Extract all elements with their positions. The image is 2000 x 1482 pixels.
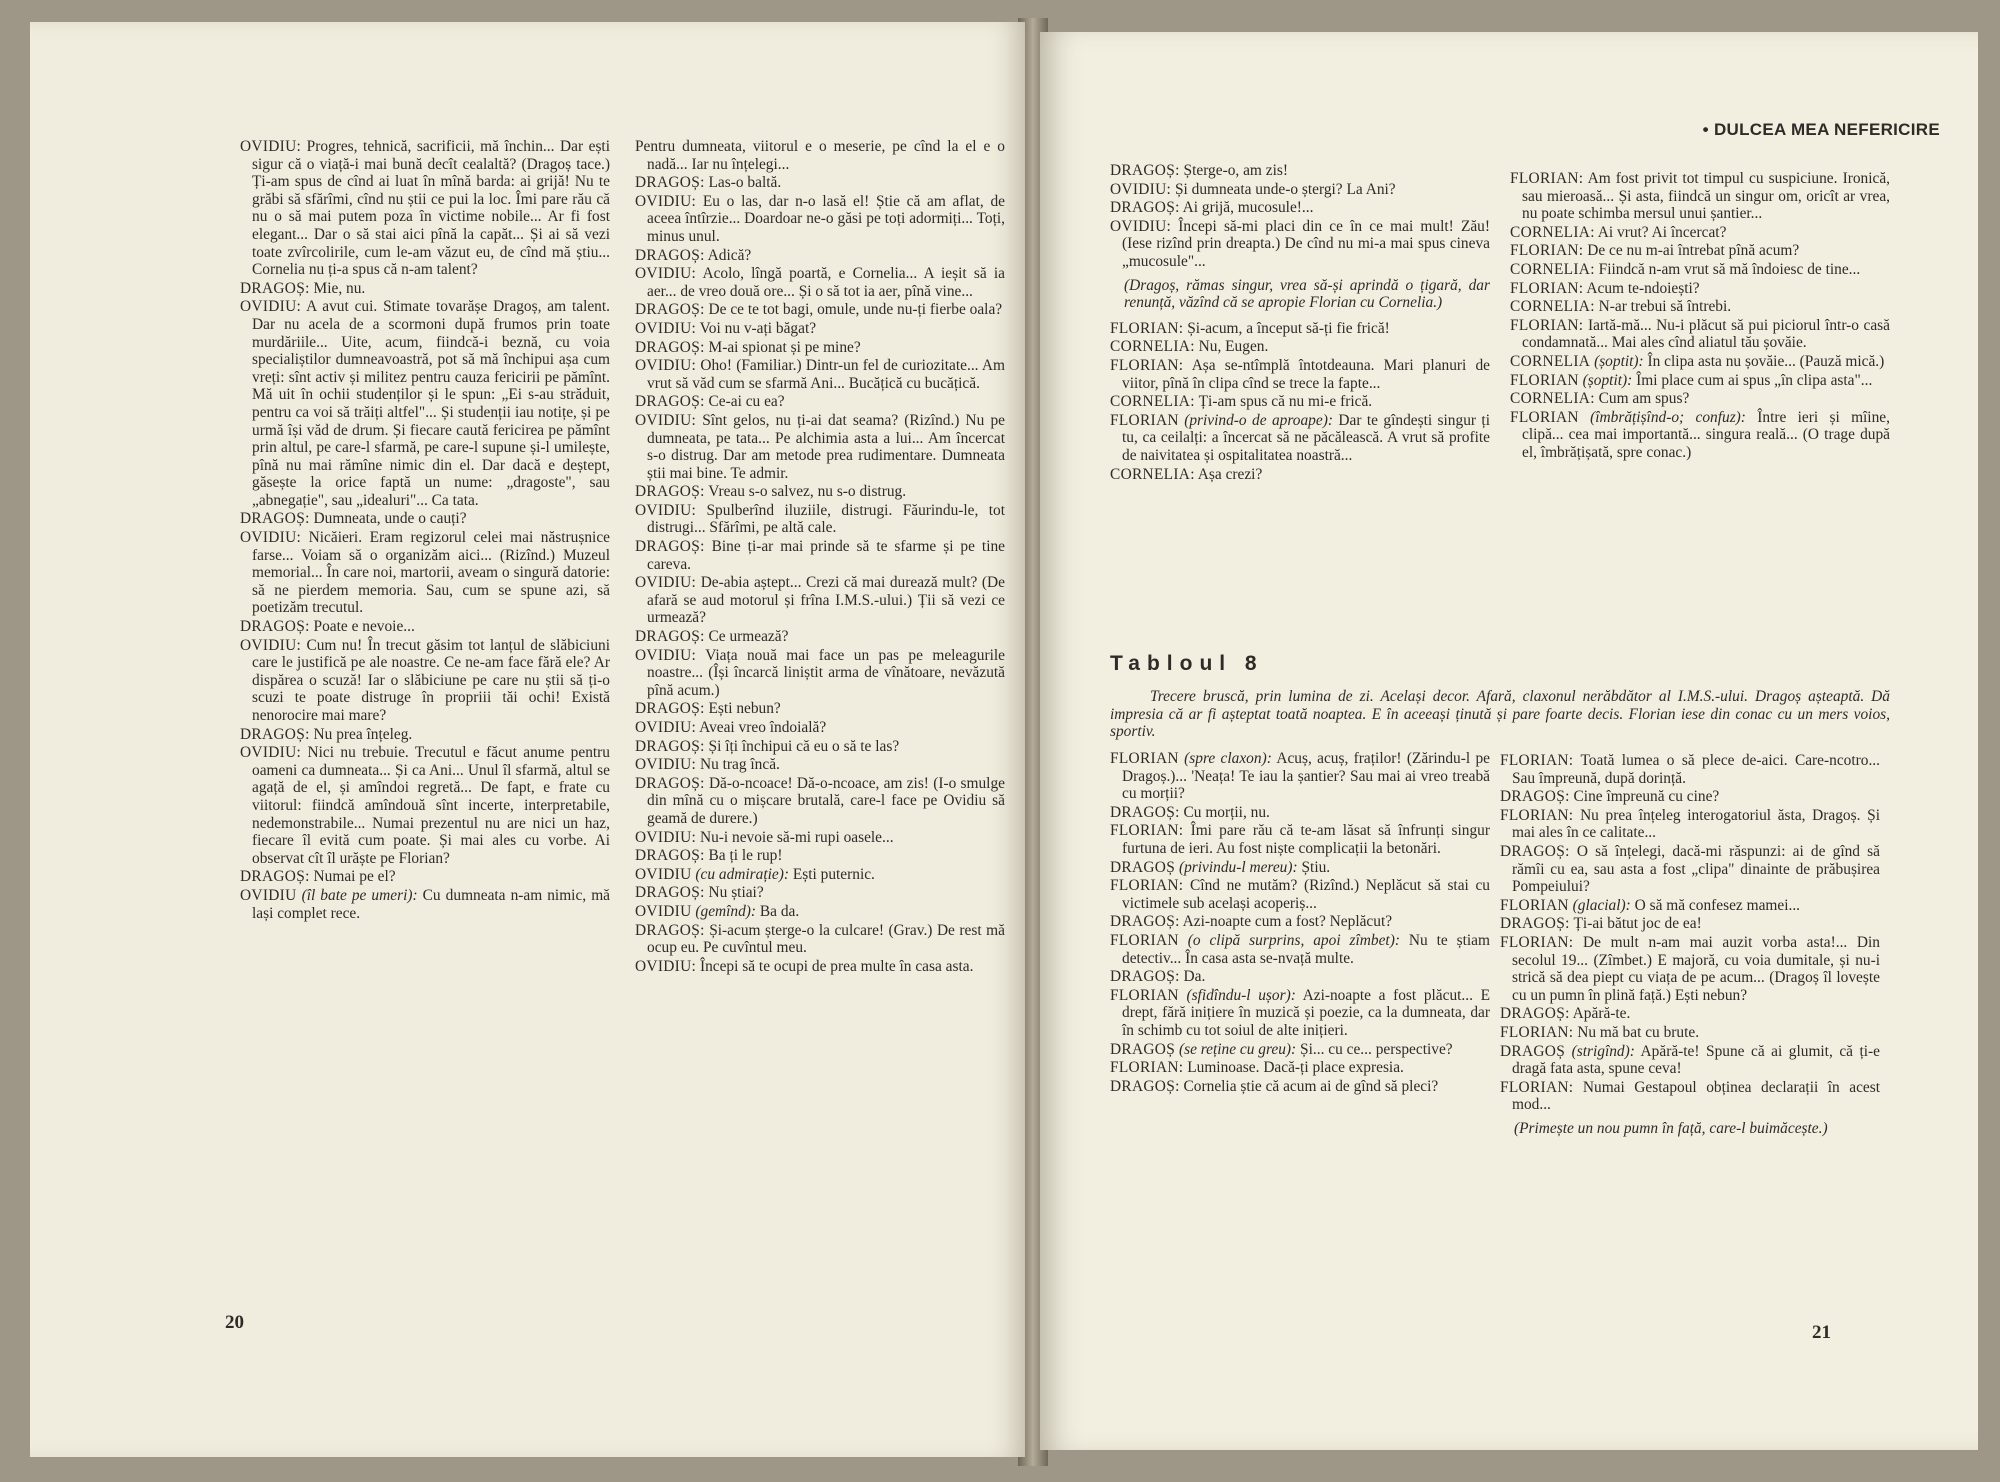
- speaker-name: DRAGOȘ:: [240, 618, 310, 636]
- dialogue-text: Cum am spus?: [1598, 390, 1690, 408]
- dialogue-line: [1110, 822, 1490, 857]
- speaker-name: DRAGOȘ:: [1110, 913, 1180, 931]
- speaker-name: OVIDIU:: [635, 265, 697, 283]
- speaker-name: FLORIAN: [1110, 986, 1179, 1004]
- dialogue-line: [635, 903, 1005, 921]
- speaker-name: DRAGOȘ:: [635, 538, 705, 556]
- dialogue-line: [1500, 788, 1880, 806]
- dialogue-line: [1110, 859, 1490, 877]
- dialogue-text: Luminoase. Dacă-ți place expresia.: [1187, 1059, 1404, 1077]
- speaker-name: DRAGOȘ:: [240, 868, 310, 886]
- dialogue-text: Las-o baltă.: [708, 174, 782, 192]
- speaker-name: DRAGOȘ: [1110, 858, 1176, 876]
- dialogue-line: [635, 339, 1005, 357]
- dialogue-line: [1500, 1005, 1880, 1023]
- speaker-direction: (privind-o de aproape):: [1184, 411, 1333, 429]
- dialogue-line: [1110, 199, 1490, 217]
- speaker-name: DRAGOȘ:: [1110, 199, 1180, 217]
- dialogue-line: [240, 726, 610, 744]
- speaker-name: FLORIAN:: [1510, 316, 1584, 334]
- dialogue-text: Cine împreună cu cine?: [1573, 788, 1720, 806]
- dialogue-line: [1110, 320, 1490, 338]
- dialogue-text: Ai vrut? Ai încercat?: [1597, 223, 1727, 241]
- speaker-direction: (gemînd):: [695, 902, 757, 920]
- speaker-name: DRAGOȘ:: [1110, 803, 1180, 821]
- dialogue-text: Îmi pare rău că te-am lăsat să înfrunți singur furtuna de ieri. Au fost niște complicații la betonări.: [1122, 822, 1490, 857]
- dialogue-line: [635, 700, 1005, 718]
- speaker-name: FLORIAN: [1110, 931, 1179, 949]
- dialogue-text: Nu prea înțeleg interogatoriul ăsta, Dragoș. Și mai ales în ce calitate...: [1512, 806, 1880, 842]
- dialogue-line: [1110, 393, 1490, 411]
- dialogue-line: [240, 618, 610, 636]
- stage-direction: (Primește un nou pumn în față, care-l buimăcește.): [1514, 1119, 1828, 1137]
- dialogue-line: [1110, 987, 1490, 1040]
- dialogue-line: [240, 868, 610, 886]
- dialogue-line: [635, 922, 1005, 957]
- dialogue-line: [635, 628, 1005, 646]
- dialogue-text: Toată lumea o să plece de-aici. Care-ncotro... Sau împreună, după dorință.: [1512, 752, 1880, 787]
- dialogue-text: Eu o las, dar n-o lasă el! Știe că am aflat, de aceea întîrzie... Doardoar ne-o găsi pe toți adormiți... Toți, minus unul.: [647, 192, 1005, 245]
- dialogue-line: [1510, 353, 1890, 371]
- speaker-name: OVIDIU:: [635, 411, 697, 429]
- dialogue-line: [1110, 750, 1490, 803]
- speaker-name: FLORIAN:: [1110, 356, 1184, 374]
- dialogue-text: Nu-i nevoie să-mi rupi oasele...: [699, 828, 894, 846]
- speaker-name: FLORIAN:: [1500, 1023, 1574, 1041]
- dialogue-line: [635, 538, 1005, 573]
- speaker-name: FLORIAN: [1510, 371, 1579, 389]
- dialogue-line: [635, 647, 1005, 700]
- speaker-direction: (îl bate pe umeri):: [301, 886, 418, 904]
- dialogue-line: [1110, 181, 1490, 199]
- speaker-name: DRAGOȘ:: [1500, 788, 1570, 806]
- dialogue-line: [1510, 372, 1890, 390]
- dialogue-text: Progres, tehnică, sacrificii, mă închin... Dar ești sigur că o viață-i mai bună decît cealaltă? (Dragoș tace.) Ți-am spus de cînd ai luat în mînă barda: ai grijă! Nu te grăbi să sfărîmi, cînd nu știi ce pui la loc. Îmi pare rău că nu o să mai putem poza în victime nobile... Ar fi fost elegant... Dar o să stai aici pînă la capăt... Și ai să vezi toate zvîrcolirile, cum le-am văzut eu, de cînd mă știu... Cornelia nu ți-a spus că n-am talent?: [252, 138, 610, 279]
- dialogue-text: Acuș, acuș, fraților! (Zărindu-l pe Dragoș.)... 'Neața! Te iau la șantier? Sau mai ai vreo treabă cu morții?: [1122, 750, 1490, 803]
- dialogue-text: Fiindcă n-am vrut să mă îndoiesc de tine...: [1598, 260, 1861, 278]
- dialogue-line: [1500, 843, 1880, 896]
- speaker-name: FLORIAN: [1500, 896, 1569, 914]
- dialogue-line: [635, 574, 1005, 627]
- speaker-direction: (cu admirație):: [695, 865, 789, 883]
- speaker-name: OVIDIU:: [635, 319, 697, 337]
- dialogue-line: [1500, 752, 1880, 787]
- dialogue-text: Și-acum șterge-o la culcare! (Grav.) De rest mă ocup eu. Pe cuvîntul meu.: [647, 921, 1005, 957]
- speaker-name: DRAGOȘ:: [1110, 162, 1180, 179]
- speaker-direction: (se reține cu greu):: [1178, 1040, 1297, 1058]
- speaker-name: DRAGOȘ:: [1110, 968, 1180, 986]
- speaker-name: DRAGOȘ: [1500, 1042, 1566, 1060]
- speaker-name: DRAGOȘ:: [240, 279, 310, 297]
- speaker-name: OVIDIU: [635, 865, 692, 883]
- speaker-name: OVIDIU:: [635, 501, 697, 519]
- dialogue-text: Începi să te ocupi de prea multe în casa asta.: [699, 957, 974, 975]
- dialogue-text: Azi-noapte cum a fost? Neplăcut?: [1182, 913, 1393, 931]
- speaker-name: CORNELIA: [1510, 352, 1591, 370]
- speaker-name: FLORIAN:: [1110, 822, 1184, 840]
- dialogue-text: Apără-te! Spune că ai glumit, că ți-e dragă fata asta, spune ceva!: [1512, 1042, 1880, 1078]
- speaker-name: OVIDIU:: [1110, 217, 1172, 235]
- dialogue-line: [1110, 412, 1490, 465]
- speaker-name: OVIDIU:: [635, 957, 697, 975]
- dialogue-line: [635, 502, 1005, 537]
- dialogue-line: [635, 958, 1005, 976]
- speaker-direction: (strigînd):: [1571, 1042, 1635, 1060]
- speaker-name: FLORIAN:: [1510, 242, 1584, 260]
- dialogue-text: O să înțelegi, dacă-mi răspunzi: ai de gînd să rămîi cu ea, sau asta a fost „clipa" dinainte de prăbușirea Pompeiului?: [1512, 842, 1880, 896]
- speaker-name: DRAGOȘ:: [635, 628, 705, 646]
- speaker-name: FLORIAN:: [1510, 279, 1584, 297]
- speaker-name: DRAGOȘ:: [240, 725, 310, 743]
- dialogue-line: [635, 247, 1005, 265]
- speaker-name: DRAGOȘ:: [635, 483, 705, 501]
- dialogue-line: [635, 483, 1005, 501]
- left-column-2: [635, 138, 1005, 976]
- dialogue-line: [635, 847, 1005, 865]
- dialogue-text: Nu te știam detectiv... În casa asta se-nvață multe.: [1122, 931, 1490, 967]
- dialogue-text: Nicăieri. Eram regizorul celei mai năstrușnice farse... Voiam să o organizăm aici... (Rizînd.) Muzeul memorial... În care noi, martorii, aveam o singură datorie: să ne pierdem memoria. Sau, cum se spune azi, să poetizăm trecutul.: [252, 529, 610, 617]
- dialogue-text: Azi-noapte a fost plăcut... E drept, fără inițiere în muzică și poezie, ca la dumneata, dar în schimb cu tot soiul de alte inițieri.: [1122, 986, 1491, 1039]
- speaker-name: OVIDIU:: [240, 744, 302, 762]
- dialogue-text: Ți-ai bătut joc de ea!: [1573, 915, 1702, 933]
- speaker-name: DRAGOȘ: [1110, 1040, 1176, 1058]
- dialogue-line: [1510, 317, 1890, 352]
- page-number-left: 20: [225, 1312, 244, 1333]
- right-page: [1040, 32, 1978, 1450]
- speaker-name: DRAGOȘ:: [635, 338, 705, 356]
- dialogue-line: [240, 744, 610, 867]
- dialogue-line: [1500, 934, 1880, 1004]
- dialogue-line: [1500, 1043, 1880, 1078]
- right-column-3: [1110, 750, 1490, 1096]
- dialogue-line: [635, 193, 1005, 246]
- dialogue-line: [635, 738, 1005, 756]
- dialogue-text: Ești puternic.: [792, 865, 875, 883]
- dialogue-line: [1110, 1078, 1490, 1096]
- dialogue-text: Cornelia știe că acum ai de gînd să pleci?: [1183, 1077, 1439, 1095]
- dialogue-text: Cînd ne mutăm? (Rizînd.) Neplăcut să stai cu victimele sub același acoperiș...: [1122, 877, 1490, 912]
- dialogue-text: Ce urmează?: [708, 628, 789, 646]
- speaker-name: DRAGOȘ:: [635, 393, 705, 411]
- dialogue-text: Sînt gelos, nu ți-ai dat seama? (Rizînd.) Nu pe dumneata, pe tata... Pe alchimia asta a lui... Am încercat s-o distrug. Dar am metode prea rudimentare. Dumneata știi mai bine. Te admir.: [647, 411, 1005, 482]
- speaker-name: FLORIAN:: [1500, 1078, 1574, 1096]
- dialogue-text: Pentru dumneata, viitorul e o meserie, pe cînd la el e o nadă... Iar nu înțelegi...: [635, 138, 1005, 173]
- left-page: [30, 22, 1025, 1457]
- dialogue-line: [1510, 280, 1890, 298]
- tableau-title: Tabloul 8: [1110, 652, 1264, 675]
- dialogue-line: [635, 775, 1005, 828]
- dialogue-line: [1110, 218, 1490, 271]
- dialogue-text: De-abia aștept... Crezi că mai durează mult? (De afară se aud motorul și frîna I.M.S.-ului.) Ții să vezi ce urmează?: [647, 574, 1005, 627]
- dialogue-text: Bine ți-ar mai prinde să te sfarme și pe tine careva.: [647, 538, 1005, 573]
- dialogue-text: Am fost privit tot timpul cu suspiciune. Ironică, sau mieroasă... Și asta, fiindcă un singur om, oricît ar vrea, nu poate schimba mersul unui șantier...: [1522, 170, 1890, 223]
- speaker-direction: (șoptit):: [1594, 352, 1644, 370]
- speaker-name: CORNELIA:: [1510, 260, 1595, 278]
- dialogue-text: Aveai vreo îndoială?: [699, 719, 827, 736]
- dialogue-text: Dumneata, unde o cauți?: [313, 510, 467, 528]
- dialogue-line: [1110, 338, 1490, 356]
- dialogue-text: O să mă confesez mamei...: [1634, 896, 1801, 914]
- speaker-name: CORNELIA:: [1510, 223, 1595, 241]
- dialogue-text: Apără-te.: [1572, 1005, 1631, 1023]
- speaker-name: FLORIAN:: [1110, 319, 1184, 337]
- dialogue-line: [635, 357, 1005, 392]
- dialogue-text: Și... cu ce... perspective?: [1300, 1040, 1453, 1058]
- dialogue-text: Îmi place cum ai spus „în clipa asta"...: [1636, 371, 1873, 389]
- right-column-2: [1510, 170, 1890, 463]
- speaker-name: FLORIAN:: [1500, 933, 1574, 951]
- dialogue-text: Și dumneata unde-o ștergi? La Ani?: [1174, 180, 1396, 198]
- dialogue-text: Și îți închipui că eu o să te las?: [708, 737, 900, 755]
- tableau-stage-direction: Trecere bruscă, prin lumina de zi. Același decor. Afară, claxonul nerăbdător al I.M.S.-ului. Dragoș așteaptă. Dă impresia că ar fi așteptat toată noaptea. E în aceeași ținută și pare foarte decis. Florian iese din conac cu un mers voios, sportiv.: [1110, 688, 1890, 741]
- speaker-name: DRAGOȘ:: [1500, 915, 1570, 933]
- dialogue-text: Cu dumneata n-am nimic, mă lași complet rece.: [252, 886, 610, 922]
- running-head: • DULCEA MEA NEFERICIRE: [1702, 120, 1940, 139]
- dialogue-text: Nu prea înțeleg.: [313, 725, 413, 743]
- dialogue-text: De ce te tot bagi, omule, unde nu-ți fierbe oala?: [708, 301, 1003, 319]
- dialogue-line: [240, 887, 610, 922]
- dialogue-line: [635, 320, 1005, 338]
- dialogue-text: Între ieri și mîine, clipă... cea mai importantă... singura reală... (O trage după el, îmbrățișată, spre conac.): [1522, 408, 1890, 461]
- speaker-direction: (privindu-l mereu):: [1178, 858, 1298, 876]
- dialogue-line: [1110, 804, 1490, 822]
- dialogue-line: [635, 884, 1005, 902]
- speaker-name: OVIDIU:: [240, 636, 302, 654]
- dialogue-text: Dar te gîndești singur ți tu, ca ceilalți: a încercat să ne păcălească. A vrut să profite de naivitatea și ospitalitatea noastră...: [1122, 411, 1490, 464]
- dialogue-text: Șterge-o, am zis!: [1183, 162, 1288, 179]
- dialogue-text: Nu trag încă.: [699, 756, 780, 774]
- dialogue-text: În clipa asta nu șovăie... (Pauză mică.): [1647, 352, 1885, 370]
- right-column-4: [1500, 752, 1880, 1145]
- dialogue-line: [635, 393, 1005, 411]
- dialogue-text: Numai Gestapoul obținea declarații în acest mod...: [1512, 1078, 1880, 1114]
- dialogue-text: Ai grijă, mucosule!...: [1182, 199, 1314, 217]
- dialogue-line: [1500, 915, 1880, 933]
- dialogue-text: A avut cui. Stimate tovarășe Dragoș, am talent. Dar nu acela de a scormoni după frumos prin toate murdăriile... Uite, acum, fiindcă-i beznă, cu voia specialiștilor dumneavoastră, pot să mă închipui așa cum vreți: sînt activ și militez pentru cauza fericirii pe pămînt. Mă uit în ochii studenților și le spun: „Ei s-au străduit, pentru ca voi să trăiți altfel"... Și studenții iau notițe, și pe urmă își văd de drum. Și fiecare caută fericirea pe pămînt prin altul, pe care-l sfarmă, pe care-l supune și-l umilește, pînă nu mai rămîne nimic din el. Dar dacă e deștept, găsește la orice faptă un nume: „dragoste", sau „abnegație", sau „idealuri"... Ca tata.: [252, 298, 610, 509]
- dialogue-line: [240, 529, 610, 617]
- speaker-name: OVIDIU:: [635, 828, 697, 846]
- dialogue-line: [1110, 968, 1490, 986]
- stage-direction: (Dragoș, rămas singur, vrea să-și aprindă o țigară, dar renunță, văzînd că se apropie Florian cu Cornelia.): [1124, 276, 1490, 312]
- speaker-name: CORNELIA:: [1110, 393, 1195, 411]
- dialogue-line: [240, 637, 610, 725]
- speaker-name: DRAGOȘ:: [635, 174, 705, 192]
- speaker-name: FLORIAN: [1110, 750, 1179, 767]
- speaker-name: OVIDIU:: [635, 646, 697, 664]
- dialogue-line: [1110, 932, 1490, 967]
- speaker-direction: (îmbrățișînd-o; confuz):: [1590, 408, 1746, 426]
- speaker-name: OVIDIU: [240, 886, 297, 904]
- dialogue-text: Nici nu trebuie. Trecutul e făcut anume pentru oameni ca dumneata... Și ca Ani... Unul îl sfarmă, altul se agață de el, și amîndoi regretă... De fapt, e frate cu viitorul: fiindcă amîndouă sînt incerte, interpretabile, nedemonstrabile... Numai prezentul nu are nici un haz, fiecare îl evită cum poate. Și mai ales cu vorbe. Ai observat cît îl urăște pe Florian?: [252, 744, 610, 867]
- dialogue-text: Viața nouă mai face un pas pe meleagurile noastre... (Își încarcă liniștit arma de vînătoare, nevăzută pînă acum.): [647, 646, 1005, 699]
- speaker-name: DRAGOȘ:: [635, 301, 705, 319]
- speaker-name: DRAGOȘ:: [635, 921, 705, 939]
- speaker-name: FLORIAN:: [1110, 877, 1184, 895]
- dialogue-line: [1110, 1041, 1490, 1059]
- speaker-name: OVIDIU:: [635, 574, 697, 592]
- speaker-name: OVIDIU:: [240, 138, 302, 155]
- dialogue-text: Începi să-mi placi din ce în ce mai mult! Zău! (Iese rizînd prin dreapta.) De cînd nu mi-a mai spus cineva „mucosule"...: [1122, 217, 1490, 270]
- dialogue-line: [1510, 261, 1890, 279]
- dialogue-text: Ba da.: [759, 902, 800, 920]
- speaker-name: OVIDIU:: [1110, 180, 1172, 198]
- dialogue-text: De ce nu m-ai întrebat pînă acum?: [1587, 242, 1800, 260]
- dialogue-line: [1110, 357, 1490, 392]
- dialogue-text: Nu mă bat cu brute.: [1577, 1023, 1700, 1041]
- speaker-name: CORNELIA:: [1110, 465, 1195, 483]
- dialogue-text: Și-acum, a început să-ți fie frică!: [1187, 319, 1390, 337]
- speaker-name: DRAGOȘ:: [240, 510, 310, 528]
- dialogue-line: [240, 510, 610, 528]
- dialogue-line: [240, 138, 610, 279]
- speaker-direction: (sfidîndu-l ușor):: [1186, 986, 1296, 1004]
- dialogue-text: Nu știai?: [708, 884, 764, 902]
- dialogue-line: [1500, 897, 1880, 915]
- speaker-name: DRAGOȘ:: [635, 246, 705, 264]
- right-column-1: [1110, 162, 1490, 484]
- speaker-name: OVIDIU: [635, 902, 692, 920]
- speaker-name: CORNELIA:: [1510, 298, 1595, 316]
- speaker-name: FLORIAN: [1510, 408, 1579, 426]
- dialogue-line: [240, 280, 610, 298]
- dialogue-text: De mult n-am mai auzit vorba asta!... Din secolul 19... (Zîmbet.) E majoră, cu voia dumitale, și nu-i strică să dea piept cu viața de pe acum... (Dragoș îl lovește cu un pumn în plină față.) Ești nebun?: [1512, 933, 1880, 1004]
- dialogue-line: [1500, 1079, 1880, 1114]
- dialogue-text: Acolo, lîngă poartă, e Cornelia... A ieșit să ia aer... de vreo două ore... Și o să tot ia aer, pînă vine...: [647, 265, 1005, 300]
- speaker-name: OVIDIU:: [240, 529, 302, 547]
- dialogue-line: [635, 866, 1005, 884]
- dialogue-line: [635, 412, 1005, 482]
- speaker-name: FLORIAN: [1110, 411, 1179, 429]
- dialogue-line: [1500, 807, 1880, 842]
- dialogue-line: [1510, 409, 1890, 462]
- dialogue-text: Vreau s-o salvez, nu s-o distrug.: [708, 483, 907, 501]
- dialogue-text: Da.: [1183, 968, 1206, 986]
- dialogue-text: Știu.: [1301, 858, 1331, 876]
- dialogue-line: [1510, 390, 1890, 408]
- speaker-name: OVIDIU:: [635, 357, 697, 375]
- dialogue-text: Spulberînd iluziile, distrugi. Făurindu-le, tot distrugi... Sfărîmi, pe altă cale.: [647, 501, 1005, 537]
- speaker-name: DRAGOȘ:: [1500, 842, 1570, 860]
- speaker-name: OVIDIU:: [240, 298, 302, 316]
- speaker-name: DRAGOȘ:: [635, 847, 705, 865]
- dialogue-line: [635, 719, 1005, 737]
- dialogue-line: [635, 829, 1005, 847]
- speaker-name: CORNELIA:: [1110, 338, 1195, 356]
- speaker-name: FLORIAN:: [1110, 1059, 1184, 1077]
- dialogue-text: Nu, Eugen.: [1198, 338, 1269, 356]
- dialogue-text: Adică?: [707, 246, 752, 264]
- dialogue-line: [1510, 224, 1890, 242]
- dialogue-line: [1510, 170, 1890, 223]
- dialogue-text: Cum nu! În trecut găsim tot lanțul de slăbiciuni care le justifică pe ale noastre. Ce ne-am face fără ele? Ar dispărea o scuză! Iar o slăbiciune pe care nu știi să ți-o scuzi te poate distruge în propriii tăi ochi! Există nenorocire mai mare?: [252, 636, 610, 724]
- speaker-direction: (spre claxon):: [1184, 750, 1272, 767]
- dialogue-line: [1110, 877, 1490, 912]
- dialogue-line: [635, 138, 1005, 173]
- left-column-1: [240, 138, 610, 923]
- dialogue-line: [240, 298, 610, 509]
- speaker-direction: (glacial):: [1572, 896, 1631, 914]
- speaker-direction: (șoptit):: [1582, 371, 1633, 389]
- speaker-name: DRAGOȘ:: [635, 774, 705, 792]
- dialogue-text: Acum te-ndoiești?: [1586, 279, 1700, 297]
- dialogue-text: Așa se-ntîmplă întotdeauna. Mari planuri de viitor, pînă în clipa cînd se trece la fapte...: [1122, 356, 1491, 392]
- dialogue-line: [1500, 1024, 1880, 1042]
- dialogue-text: N-ar trebui să întrebi.: [1598, 298, 1732, 316]
- speaker-direction: (o clipă surprins, apoi zîmbet):: [1187, 931, 1400, 949]
- dialogue-text: Poate e nevoie...: [313, 618, 415, 636]
- dialogue-text: Mie, nu.: [313, 279, 366, 297]
- speaker-name: DRAGOȘ:: [1110, 1077, 1180, 1095]
- dialogue-line: [1110, 466, 1490, 484]
- dialogue-text: Oho! (Familiar.) Dintr-un fel de curiozitate... Am vrut să văd cum se sfarmă Ani... Bucățică cu bucățică.: [647, 357, 1005, 392]
- speaker-name: OVIDIU:: [635, 192, 697, 210]
- dialogue-text: Cu morții, nu.: [1183, 803, 1270, 821]
- dialogue-line: [635, 174, 1005, 192]
- dialogue-text: M-ai spionat și pe mine?: [708, 338, 861, 356]
- dialogue-line: [1110, 1059, 1490, 1077]
- dialogue-text: Așa crezi?: [1197, 465, 1263, 483]
- dialogue-line: [1510, 298, 1890, 316]
- page-number-right: 21: [1812, 1322, 1831, 1343]
- dialogue-text: Ți-am spus că nu mi-e frică.: [1198, 393, 1373, 411]
- speaker-name: DRAGOȘ:: [635, 737, 705, 755]
- speaker-name: FLORIAN:: [1500, 806, 1574, 824]
- speaker-name: FLORIAN:: [1500, 752, 1574, 769]
- speaker-name: DRAGOȘ:: [635, 700, 705, 718]
- dialogue-line: [1510, 242, 1890, 260]
- speaker-name: DRAGOȘ:: [1500, 1005, 1570, 1023]
- dialogue-text: Numai pe el?: [313, 868, 396, 886]
- speaker-name: CORNELIA:: [1510, 390, 1595, 408]
- dialogue-text: Ce-ai cu ea?: [708, 393, 785, 411]
- speaker-name: FLORIAN:: [1510, 170, 1584, 187]
- speaker-name: DRAGOȘ:: [635, 884, 705, 902]
- speaker-name: OVIDIU:: [635, 719, 697, 736]
- dialogue-text: Ești nebun?: [708, 700, 781, 718]
- dialogue-line: [1110, 162, 1490, 180]
- dialogue-line: [635, 301, 1005, 319]
- dialogue-text: Iartă-mă... Nu-i plăcut să pui piciorul într-o casă condamnată... Mai ales cînd aliatul tău șovăie.: [1522, 316, 1890, 352]
- dialogue-line: [635, 265, 1005, 300]
- dialogue-text: Dă-o-ncoace! Dă-o-ncoace, am zis! (I-o smulge din mînă cu o mișcare brutală, care-l face pe Ovidiu să geamă de durere.): [647, 774, 1005, 827]
- dialogue-line: [1110, 913, 1490, 931]
- dialogue-text: Ba ți le rup!: [708, 847, 783, 865]
- dialogue-text: Voi nu v-ați băgat?: [699, 319, 817, 337]
- dialogue-line: [635, 756, 1005, 774]
- speaker-name: OVIDIU:: [635, 756, 697, 774]
